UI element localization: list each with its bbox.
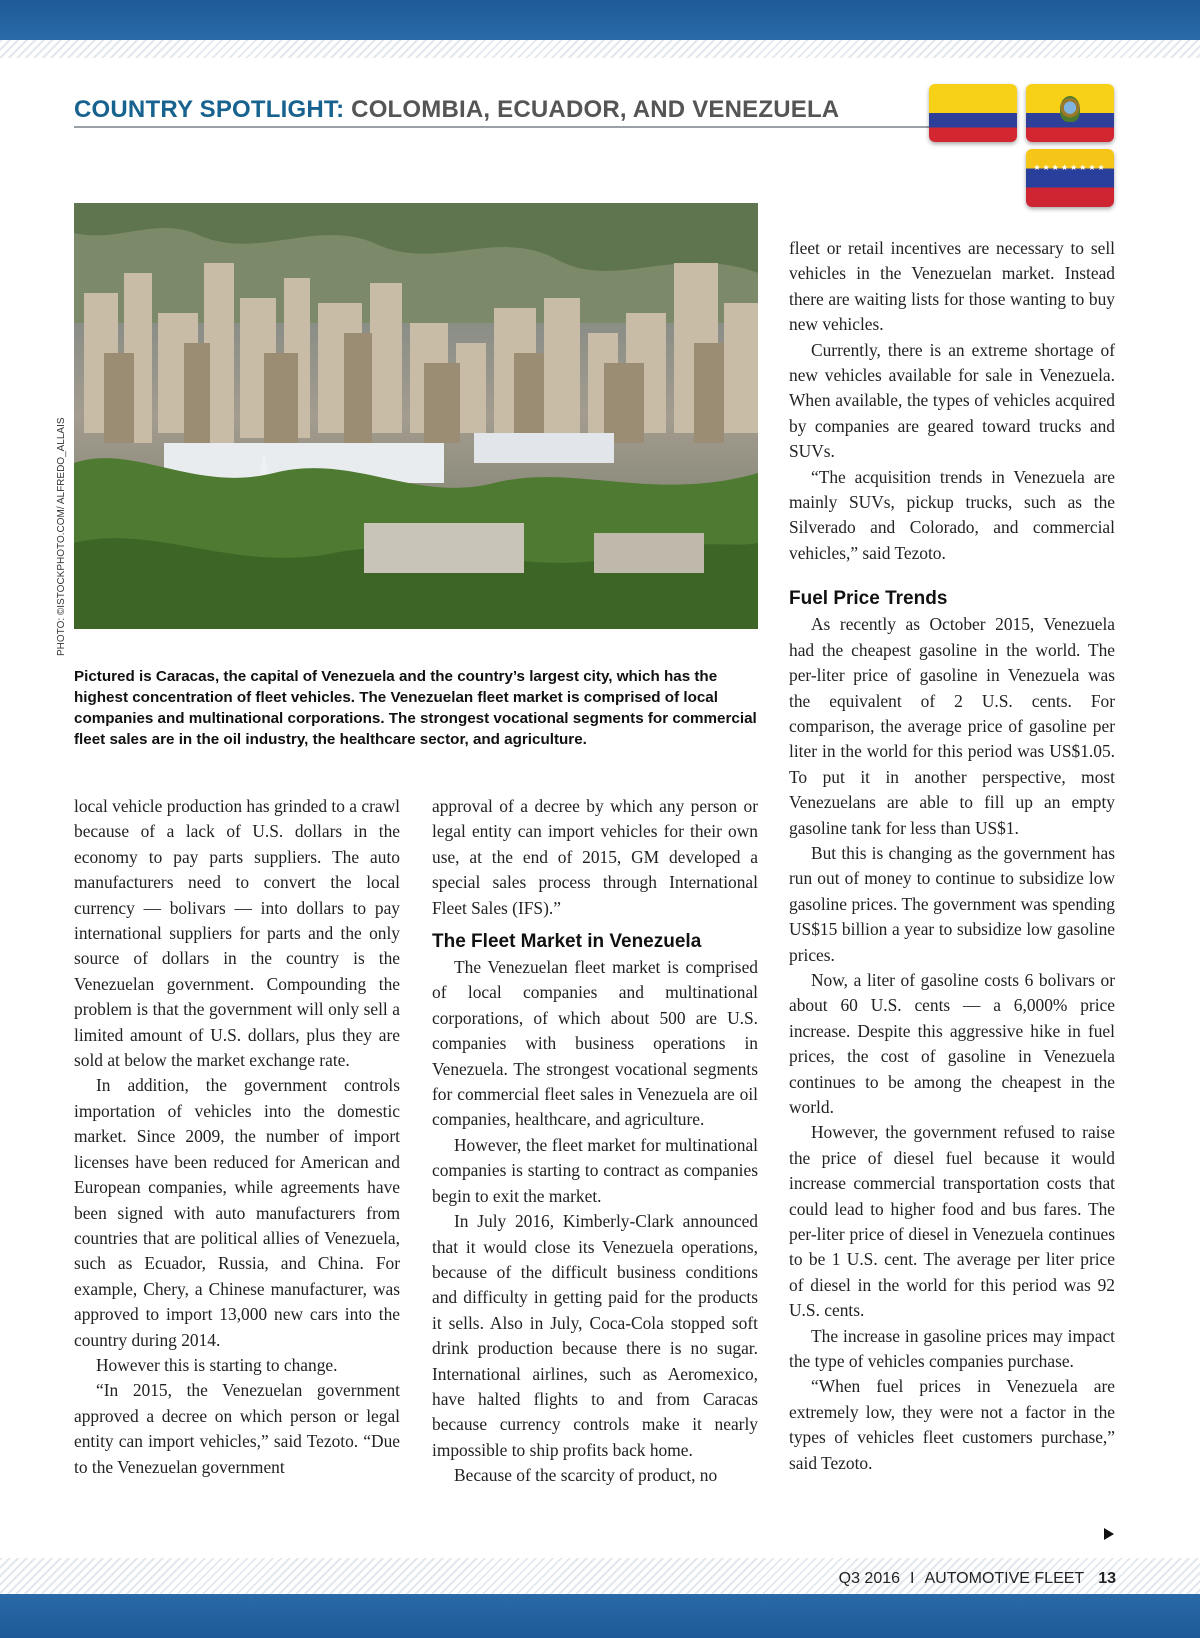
caracas-photo (74, 203, 758, 629)
colombia-flag-icon (929, 84, 1017, 142)
paragraph: local vehicle production has grinded to a crawl because of a lack of U.S. dollars in the economy to pay parts suppliers. The auto manufacturers need to convert the local currency — bolivars — into dollars to pay international suppliers for parts and the only source of dollars in the country is the Venezuelan government. Compounding the problem is that the government will only sell a limited amount of U.S. dollars, plus they are sold at below the market exchange rate. (74, 796, 400, 1071)
paragraph: Currently, there is an extreme shortage of new vehicles available for sale in Venezuela. When available, the types of vehicles acquired by companies are geared toward trucks and SUVs. (789, 339, 1115, 462)
ecuador-flag-icon (1026, 84, 1114, 142)
column-3 (789, 236, 1115, 1476)
page-footer (839, 1570, 1116, 1588)
paragraph: approval of a decree by which any person or legal entity can import vehicles for their own use, at the end of 2015, GM developed a special sales process through International Fleet Sales (IFS).” (432, 796, 758, 918)
page-number: 13 (1098, 1570, 1116, 1587)
title-lead: COUNTRY SPOTLIGHT: (74, 96, 345, 123)
paragraph: “When fuel prices in Venezuela are extremely low, they were not a factor in the types of vehicles fleet customers purchase,” said Tezoto. (789, 1376, 1115, 1473)
ecuador-crest-icon (1060, 96, 1080, 122)
paragraph: However, the government refused to raise the price of diesel fuel because it would increase commercial transportation costs that could lead to higher food and bus fares. The per-liter price of diesel in Venezuela continues to be 1 U.S. cent. The average per liter price of diesel in the world for this period was 92 U.S. cents. (789, 1122, 1115, 1321)
paragraph: In addition, the government controls importation of vehicles into the domestic market. Since 2009, the number of import licenses have been reduced for American and European companies, while agreements have been signed with auto manufacturers from countries that are political allies of Venezuela, such as Ecuador, Russia, and China. For example, Chery, a Chinese manufacturer, was approved to import 13,000 new cars into the country during 2014. (74, 1075, 400, 1350)
paragraph: The increase in gasoline prices may impact the type of vehicles companies purchase. (789, 1325, 1115, 1372)
paragraph: Now, a liter of gasoline costs 6 bolivars or about 60 U.S. cents — a 6,000% price increase. Despite this aggressive hike in fuel prices, the cost of gasoline in Venezuela continues to be among the cheapest in the world. (789, 969, 1115, 1117)
venezuela-stars-icon: ★★★★★★★★ (1033, 163, 1107, 172)
footer-publication: AUTOMOTIVE FLEET (924, 1570, 1085, 1587)
paragraph: As recently as October 2015, Venezuela had the cheapest gasoline in the world. The per-liter price of gasoline in Venezuela was the equivalent of 2 U.S. cents. For comparison, the average price of gasoline per liter in the world for this period was US$1.05. To put it in another perspective, most Venezuelans are able to fill up an empty gasoline tank for less than US$1. (789, 614, 1115, 838)
footer-issue: Q3 2016 (838, 1570, 901, 1587)
paragraph: However this is starting to change. (96, 1354, 338, 1375)
paragraph: Because of the scarcity of product, no (454, 1465, 718, 1486)
bottom-banner (0, 1594, 1200, 1638)
section-heading-fuel-price: Fuel Price Trends (789, 588, 948, 610)
section-heading-fleet-market: The Fleet Market in Venezuela (432, 931, 702, 953)
paragraph: However, the fleet market for multinational companies is starting to contract as companies begin to exit the market. (432, 1134, 758, 1206)
paragraph: In July 2016, Kimberly-Clark announced that it would close its Venezuela operations, because of the difficult business conditions and difficulty in getting paid for the products it sells. Also in July, Coca-Cola stopped soft drink production because there is no sugar. International airlines, such as Aeromexico, have halted flights to and from Caracas because currency controls make it nearly impossible to ship profits back home. (432, 1211, 758, 1460)
column-1 (74, 794, 400, 1480)
top-stripe (0, 40, 1200, 58)
photo-credit: PHOTO: ©ISTOCKPHOTO.COM/ ALFREDO_ALLAIS (56, 417, 67, 656)
page-title (74, 96, 839, 124)
paragraph: But this is changing as the government has run out of money to continue to subsidize low gasoline prices. The government was spending US$15 billion a year to subsidize low gasoline prices. (789, 842, 1115, 965)
paragraph: fleet or retail incentives are necessary to sell vehicles in the Venezuelan market. Instead there are waiting lists for those wanting to buy new vehicles. (789, 238, 1115, 335)
footer-separator: I (910, 1570, 915, 1587)
top-banner (0, 0, 1200, 40)
venezuela-flag-icon (1026, 149, 1114, 207)
header-rule (74, 126, 936, 128)
title-rest: COLOMBIA, ECUADOR, AND VENEZUELA (351, 96, 840, 123)
paragraph: “The acquisition trends in Venezuela are mainly SUVs, pickup trucks, such as the Silverado and Colorado, and commercial vehicles,” said Tezoto. (789, 466, 1115, 563)
paragraph: “In 2015, the Venezuelan government approved a decree on which person or legal entity can import vehicles,” said Tezoto. “Due to the Venezuelan government (74, 1380, 400, 1477)
caracas-skyline-illustration (74, 203, 758, 629)
continue-arrow-icon (1104, 1528, 1114, 1540)
photo-caption: Pictured is Caracas, the capital of Venezuela and the country’s largest city, which has the highest concentration of fleet vehicles. The Venezuelan fleet market is comprised of local companies and multinational corporations. The strongest vocational segments for commercial fleet sales are in the oil industry, the healthcare sector, and agriculture. (74, 668, 757, 748)
column-2 (432, 794, 758, 1489)
paragraph: The Venezuelan fleet market is comprised of local companies and multinational corporations, of which about 500 are U.S. companies with business operations in Venezuela. The strongest vocational segments for commercial fleet sales in Venezuela are oil companies, healthcare, and agriculture. (432, 957, 758, 1130)
